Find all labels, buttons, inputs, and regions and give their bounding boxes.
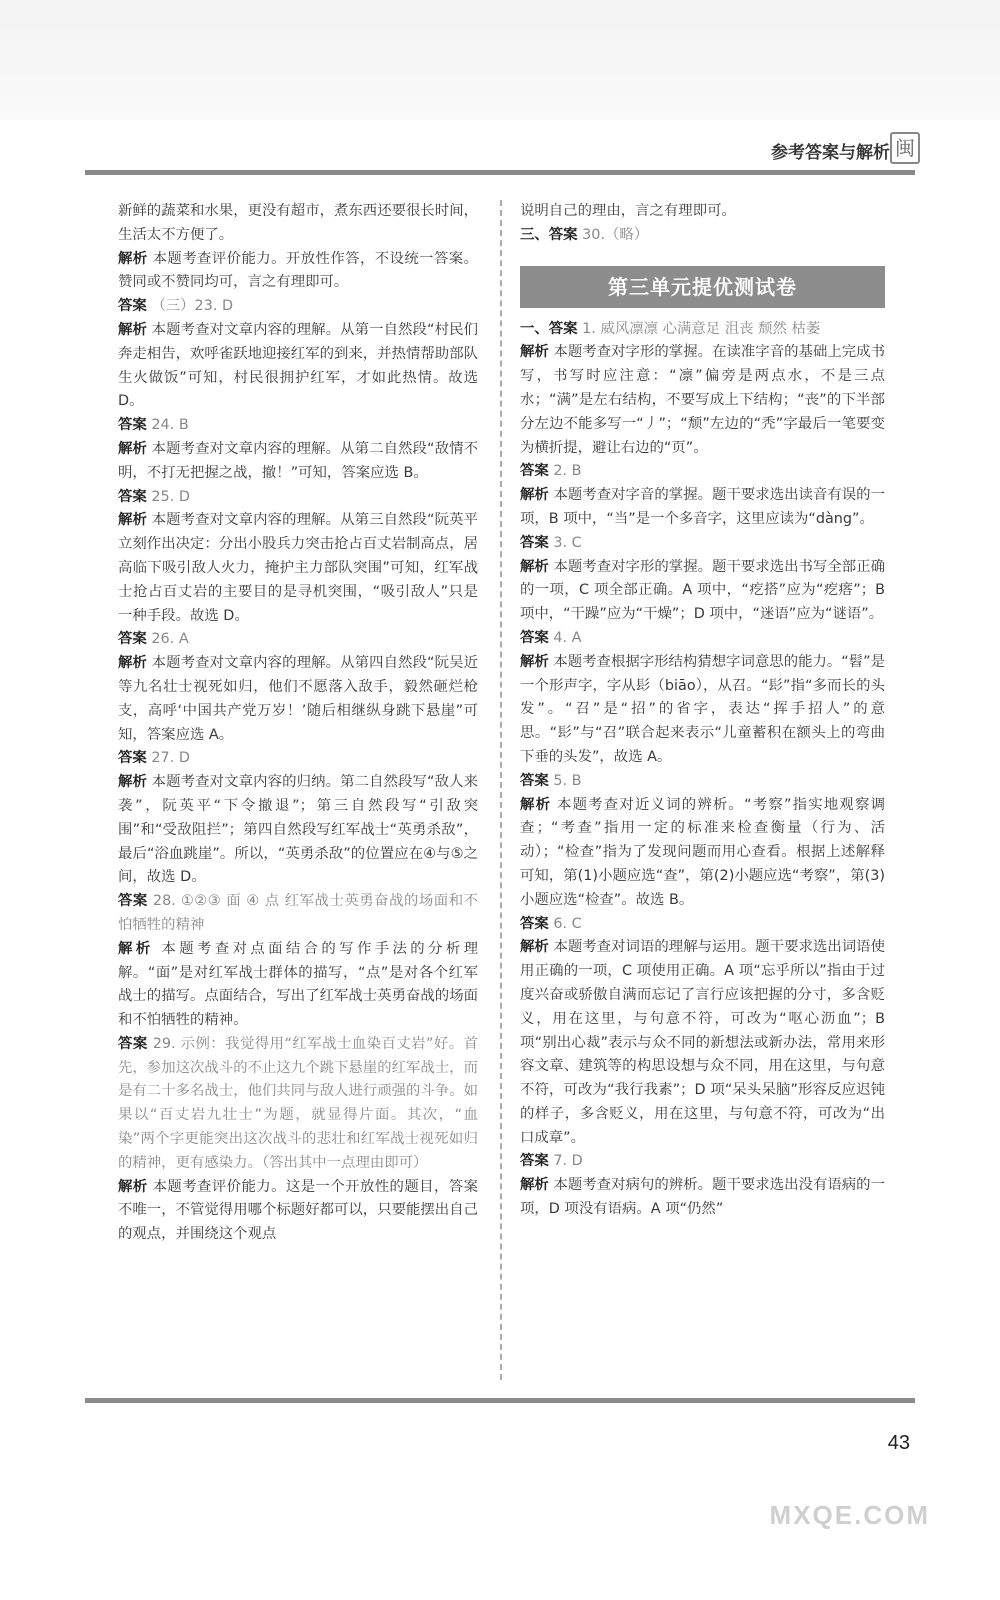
paragraph xyxy=(520,200,885,224)
answer-line xyxy=(118,628,478,652)
running-header: 参考答案与解析 xyxy=(771,143,890,163)
entry-label: 一、答案 xyxy=(520,320,578,337)
entry-text: 本题考查评价能力。开放性作答，不设统一答案。赞同或不赞同均可，言之有理即可。 xyxy=(118,250,478,291)
answer-line xyxy=(118,1033,478,1176)
analysis-paragraph xyxy=(520,484,885,532)
answer-line xyxy=(520,318,885,342)
analysis-paragraph xyxy=(520,341,885,460)
answer-line xyxy=(520,532,885,556)
entry-label: 解析 xyxy=(520,796,552,813)
entry-label: 解析 xyxy=(520,558,549,575)
entry-label: 解析 xyxy=(520,1177,549,1194)
analysis-paragraph xyxy=(118,248,478,296)
entry-label: 答案 xyxy=(118,1035,148,1052)
entry-text: 7. D xyxy=(548,1153,583,1170)
entry-text: （三）23. D xyxy=(146,298,234,315)
analysis-paragraph xyxy=(520,556,885,627)
answer-line xyxy=(520,224,885,248)
analysis-paragraph xyxy=(520,794,885,913)
entry-label: 解析 xyxy=(118,512,147,529)
analysis-paragraph xyxy=(118,319,478,414)
entry-label: 解析 xyxy=(520,939,549,956)
entry-text: 本题考查对字形的掌握。在读准字音的基础上完成书写，书写时应注意：“凛”偏旁是两点水，不是三点水；“满”是左右结构，不要写成上下结构；“丧”的下半部分左边不能多写一“丿”；“颓”左边的“秃”字最后一笔要变为横折提，避让右边的“页”。 xyxy=(520,344,885,456)
entry-label: 解析 xyxy=(118,321,147,338)
entry-text: 本题考查对近义词的辨析。“考察”指实地观察调查；“考查”指用一定的标准来检查衡量（行为、活动）；“检查”指为了发现问题而用心查看。根据上述解释可知，第(1)小题应选“查”，第(2)小题应选“考察”，第(3)小题应选“检查”。故选 B。 xyxy=(520,796,885,908)
entry-label: 答案 xyxy=(520,915,549,932)
answer-line xyxy=(118,295,478,319)
entry-label: 解析 xyxy=(520,344,549,361)
entry-text: 3. C xyxy=(548,534,582,551)
entry-text: 说明自己的理由，言之有理即可。 xyxy=(520,203,736,219)
entry-text: 29. 示例：我觉得用“红军战士血染百丈岩”好。首先，参加这次战斗的不止这九个跳下悬崖的红军战士，而是有二十多名战士，他们共同与敌人进行顽强的斗争。如果以“百丈岩九壮士”为题，就显得片面。其次，“血染”两个字更能突出这次战斗的悲壮和红军战士视死如归的精神，更有感染力。（答出其中一点理由即可） xyxy=(118,1035,478,1171)
section-banner: 第三单元提优测试卷 xyxy=(520,266,885,308)
entry-text: 本题考查评价能力。这是一个开放性的题目，答案不唯一，不管觉得用哪个标题好都可以，只要能摆出自己的观点，并围绕这个观点 xyxy=(118,1178,478,1243)
entry-label: 解析 xyxy=(520,653,549,670)
region-badge: 闽 xyxy=(890,132,920,164)
entry-text: 本题考查对文章内容的归纳。第二自然段写“敌人来袭”，阮英平“下令撤退”；第三自然段写“引敌突围”和“受敌阻拦”；第四自然段写红军战士“英勇杀敌”，最后“浴血跳崖”。所以，“英勇杀敌”的位置应在④与⑤之间，故选 D。 xyxy=(118,774,478,886)
answer-line xyxy=(118,747,478,771)
entry-label: 解析 xyxy=(118,440,147,457)
entry-text: 26. A xyxy=(146,631,189,648)
entry-text: 本题考查对字形的掌握。题干要求选出书写全部正确的一项，C 项全部正确。A 项中，“疙搭”应为“疙瘩”；B 项中，“干躁”应为“干燥”；D 项中，“迷语”应为“谜语”。 xyxy=(520,558,885,623)
analysis-paragraph xyxy=(118,1176,478,1247)
analysis-paragraph xyxy=(520,936,885,1150)
analysis-paragraph xyxy=(118,509,478,628)
answer-line xyxy=(520,460,885,484)
entry-label: 答案 xyxy=(118,417,147,434)
analysis-paragraph xyxy=(520,1174,885,1222)
analysis-paragraph xyxy=(520,651,885,770)
entry-label: 解析 xyxy=(118,655,147,672)
entry-label: 解析 xyxy=(118,774,147,791)
entry-label: 答案 xyxy=(118,631,147,648)
entry-label: 答案 xyxy=(520,463,549,480)
entry-label: 解析 xyxy=(118,1178,148,1195)
entry-text: 本题考查对文章内容的理解。从第二自然段“敌情不明，不打无把握之战，撤！”可知，答案应选 B。 xyxy=(118,440,478,481)
answer-line xyxy=(520,627,885,651)
page-number: 43 xyxy=(887,1432,910,1454)
entry-text: 本题考查对文章内容的理解。从第三自然段“阮英平立刻作出决定：分出小股兵力突击抢占百丈岩制高点，居高临下吸引敌人火力，掩护主力部队突围”可知，红军战士抢占百丈岩的主要目的是寻机突围，“吸引敌人”只是一种手段。故选 D。 xyxy=(118,512,478,624)
entry-label: 答案 xyxy=(520,629,549,646)
entry-text: 本题考查对字音的掌握。题干要求选出读音有误的一项，B 项中，“当”是一个多音字，这里应读为“dàng”。 xyxy=(520,487,885,527)
right-column xyxy=(520,200,885,1222)
watermark: MXQE.COM xyxy=(769,1500,930,1530)
header-rule xyxy=(85,170,915,175)
entry-text: 27. D xyxy=(146,750,190,767)
entry-text: 本题考查对点面结合的写作手法的分析理解。“面”是对红军战士群体的描写，“点”是对各个红军战士的描写。点面结合，写出了红军战士英勇奋战的场面和不怕牺牲的精神。 xyxy=(118,940,478,1029)
analysis-paragraph xyxy=(118,438,478,486)
entry-text: 本题考查对病句的辨析。题干要求选出没有语病的一项，D 项没有语病。A 项“仍然” xyxy=(520,1177,885,1218)
entry-text: 4. A xyxy=(548,629,582,646)
entry-text: 28. ①②③ 面 ④ 点 红军战士英勇奋战的场面和不怕牺牲的精神 xyxy=(118,893,478,933)
entry-label: 解析 xyxy=(118,940,154,957)
entry-text: 本题考查对文章内容的理解。从第一自然段“村民们奔走相告，欢呼雀跃地迎接红军的到来，并热情帮助部队生火做饭”可知，村民很拥护红军，才如此热情。故选 D。 xyxy=(118,321,478,410)
entry-label: 答案 xyxy=(520,772,549,789)
entry-label: 答案 xyxy=(118,488,147,505)
answer-line xyxy=(520,913,885,937)
left-column xyxy=(118,200,478,1247)
analysis-paragraph xyxy=(118,652,478,747)
entry-label: 答案 xyxy=(118,893,148,910)
answer-line xyxy=(520,1150,885,1174)
entry-label: 解析 xyxy=(520,487,549,504)
entry-text: 6. C xyxy=(548,915,582,932)
entry-text: 25. D xyxy=(146,488,190,505)
entry-text: 30.（略） xyxy=(577,226,649,243)
footer-rule xyxy=(85,1398,915,1403)
entry-text: 本题考查根据字形结构猜想字词意思的能力。“髫”是一个形声字，字从髟（biāo），从召。“髟”指“多而长的头发”。“召”是“招”的省字，表达“挥手招人”的意思。“髟”与“召”联合起来表示“儿童蓄积在额头上的弯曲下垂的头发”，故选 A。 xyxy=(520,653,885,765)
analysis-paragraph xyxy=(118,938,478,1033)
entry-label: 答案 xyxy=(520,1153,549,1170)
answer-line xyxy=(118,890,478,938)
entry-text: 本题考查对词语的理解与运用。题干要求选出词语使用正确的一项，C 项使用正确。A 项“忘乎所以”指由于过度兴奋或骄傲自满而忘记了言行应该把握的分寸，多含贬义，用在这里，与句意不符，可改为“呕心沥血”；B 项“别出心裁”表示与众不同的新想法或新办法，常用来形容文章、建筑等的构思设想与众不同，用在这里，与句意不符，可改为“我行我素”；D 项“呆头呆脑”形容反应迟钝的样子，多含贬义，用在这里，与句意不符，可改为“出口成章”。 xyxy=(520,939,885,1146)
entry-label: 解析 xyxy=(118,250,148,267)
column-divider xyxy=(500,200,502,1380)
entry-label: 答案 xyxy=(118,298,147,315)
entry-text: 新鲜的蔬菜和水果，更没有超市，煮东西还要很长时间，生活太不方便了。 xyxy=(118,203,478,243)
entry-label: 答案 xyxy=(520,534,549,551)
entry-text: 1. 威风凛凛 心满意足 沮丧 颓然 枯萎 xyxy=(577,320,821,337)
entry-text: 2. B xyxy=(548,463,582,480)
analysis-paragraph xyxy=(118,771,478,890)
answer-line xyxy=(520,770,885,794)
entry-text: 本题考查对文章内容的理解。从第四自然段“阮吴近等九名壮士视死如归，他们不愿落入敌手，毅然砸烂枪支，高呼‘中国共产党万岁！’随后相继纵身跳下悬崖”可知，答案应选 A。 xyxy=(118,655,478,743)
entry-text: 24. B xyxy=(146,417,189,434)
page-top-shade xyxy=(0,0,1000,120)
answer-line xyxy=(118,414,478,438)
answer-line xyxy=(118,486,478,510)
entry-label: 答案 xyxy=(118,750,147,767)
paragraph xyxy=(118,200,478,248)
entry-label: 三、答案 xyxy=(520,226,578,243)
entry-text: 5. B xyxy=(548,772,582,789)
